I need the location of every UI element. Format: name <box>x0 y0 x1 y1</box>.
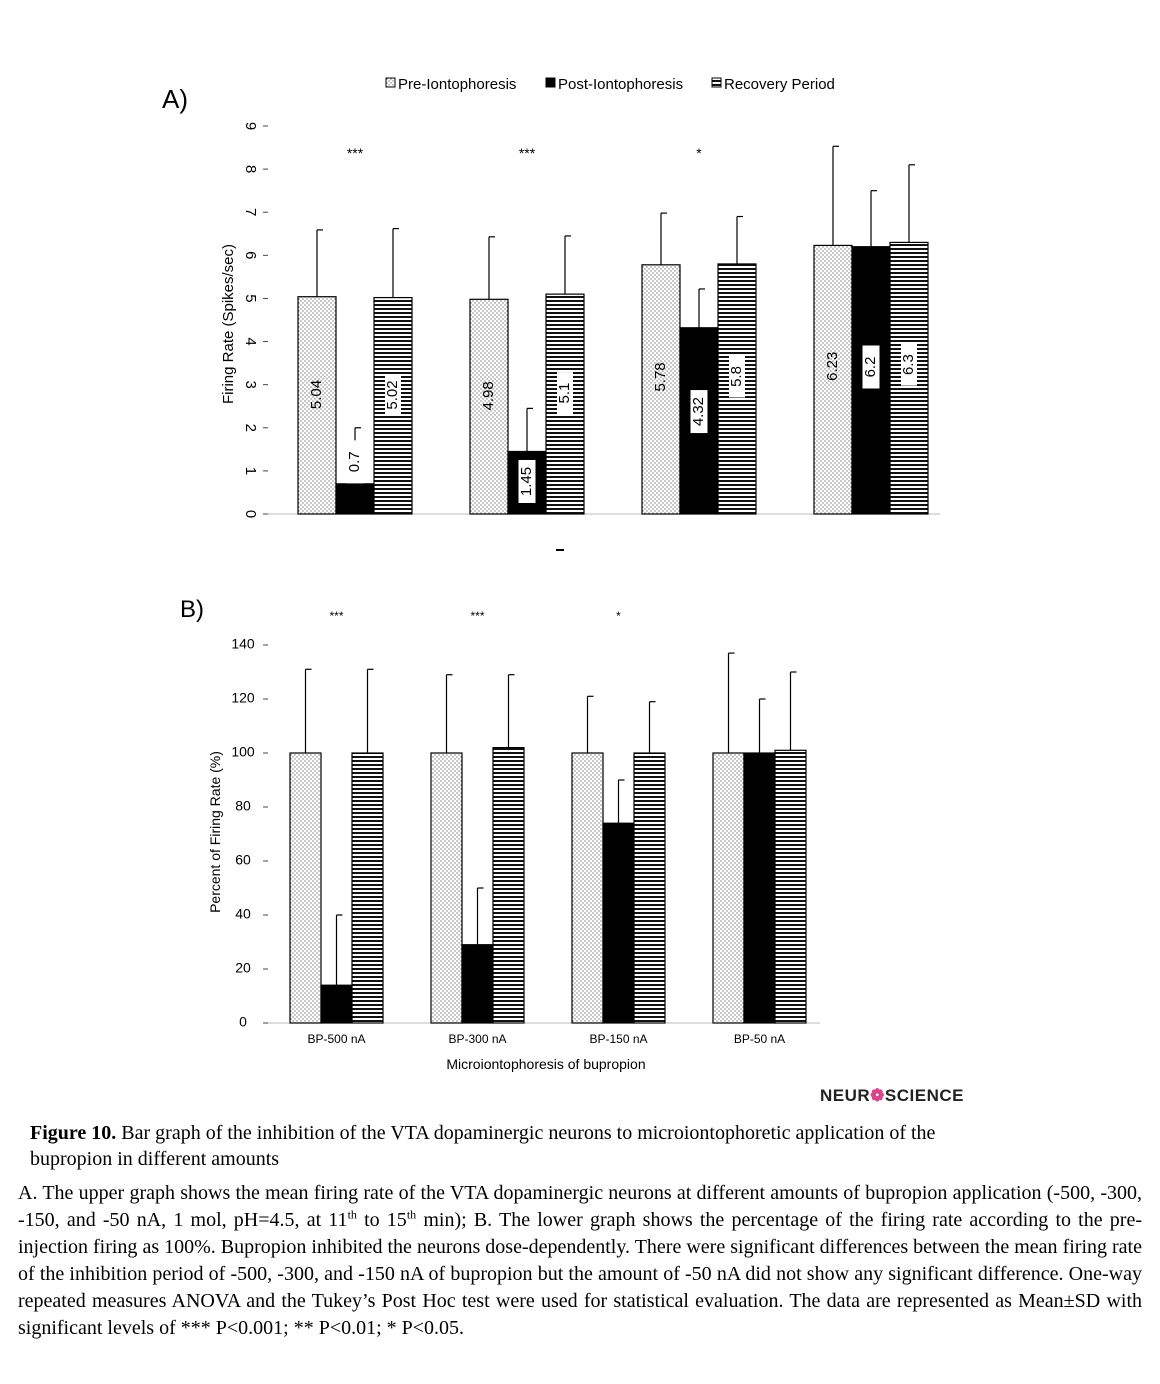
value-label-pre-group-2: 4.98 <box>479 381 497 411</box>
y-tick-label: 6 <box>242 251 260 260</box>
stray-mark <box>556 549 564 551</box>
significance-group-3: * <box>696 145 702 161</box>
value-label-pre-group-1: 5.04 <box>307 379 325 410</box>
bar-recovery-group-3 <box>634 753 665 1023</box>
value-label-recovery-group-1: 5.02 <box>383 380 401 410</box>
y-tick-label: 20 <box>235 959 251 976</box>
y-tick-label: 0 <box>242 509 260 519</box>
y-tick-label: 2 <box>242 423 260 432</box>
y-tick-label: 140 <box>231 635 255 652</box>
y-tick-label: 80 <box>235 797 251 814</box>
y-tick-label: 7 <box>242 208 260 217</box>
bar-recovery-group-1 <box>352 753 383 1023</box>
legend-swatch-post <box>546 78 555 87</box>
y-tick-label: 40 <box>235 905 251 922</box>
bar-pre-group-3 <box>572 753 603 1023</box>
panel-a-label: A) <box>162 84 188 114</box>
y-tick-label: 8 <box>242 164 260 174</box>
bar-post-group-4 <box>744 753 775 1023</box>
y-tick-label: 120 <box>231 689 255 706</box>
y-tick-label: 9 <box>242 121 260 131</box>
y-tick-label: 0 <box>239 1013 247 1030</box>
value-label-post-group-2: 1.45 <box>517 466 535 497</box>
bar-pre-group-4 <box>713 753 744 1023</box>
significance-group-1: *** <box>346 145 364 161</box>
y-axis-label: Firing Rate (Spikes/sec) <box>220 243 237 405</box>
category-label-4: BP-50 nA <box>733 1032 786 1046</box>
category-label-2: BP-300 nA <box>448 1032 507 1046</box>
y-tick-label: 5 <box>242 294 260 303</box>
value-label-post-group-3: 4.32 <box>689 396 707 427</box>
y-tick-label: 60 <box>235 851 251 868</box>
value-label-pre-group-4: 6.23 <box>823 351 841 381</box>
bar-recovery-group-2 <box>493 748 524 1023</box>
panel-b-label: B) <box>180 596 204 623</box>
legend-label-recovery: Recovery Period <box>724 76 835 93</box>
y-axis-label: Percent of Firing Rate (%) <box>207 751 223 913</box>
value-label-recovery-group-3: 5.8 <box>727 366 745 387</box>
category-label-3: BP-150 nA <box>589 1032 648 1046</box>
journal-logo: NEUR❁SCIENCE <box>820 1086 964 1105</box>
panel-b-chart <box>207 609 820 1072</box>
significance-group-2: *** <box>518 145 536 161</box>
y-tick-label: 4 <box>242 337 260 346</box>
category-label-1: BP-500 nA <box>307 1032 366 1046</box>
value-label-recovery-group-2: 5.1 <box>555 382 573 404</box>
legend-label-pre: Pre-Iontophoresis <box>398 76 517 93</box>
bar-post-group-1 <box>321 985 352 1023</box>
bar-post-group-2 <box>462 945 493 1023</box>
significance-group-3: * <box>616 609 621 623</box>
bar-pre-group-1 <box>290 753 321 1023</box>
panel-a-chart <box>220 122 940 518</box>
legend-label-post: Post-Iontophoresis <box>558 76 684 93</box>
y-tick-label: 100 <box>231 743 255 760</box>
significance-group-1: *** <box>329 609 344 623</box>
legend-swatch-recovery <box>712 78 721 87</box>
legend-swatch-pre <box>386 78 395 87</box>
bar-post-group-1 <box>336 484 374 514</box>
value-label-pre-group-3: 5.78 <box>651 362 669 392</box>
y-tick-label: 3 <box>242 380 260 389</box>
figure-description: A. The upper graph shows the mean firing rate of the VTA dopaminergic neurons at different amounts of bupropion application (-500, -300, -150, and -50 nA, 1 mol, pH=4.5, at 11th to 15th min); B. The lower graph shows the percentage of the firing rate according to the pre-injection firing as 100%. Bupropion inhibited the neurons dose-dependently. There were significant differences between the mean firing rate of the inhibition period of -500, -300, and -150 nA of bupropion but the amount of -50 nA did not show any significant difference. One-way repeated measures ANOVA and the Tukey’s Post Hoc test were used for statistical evaluation. The data are represented as Mean±SD with significant levels of *** P<0.001; ** P<0.01; * P<0.05. <box>18 1182 1142 1339</box>
bar-post-group-3 <box>603 823 634 1023</box>
value-label-post-group-4: 6.2 <box>861 356 879 378</box>
x-axis-label: Microiontophoresis of bupropion <box>446 1056 646 1072</box>
value-label-post-group-1: 0.7 <box>345 451 363 473</box>
figure-title <box>30 1120 990 1172</box>
bar-pre-group-2 <box>431 753 462 1023</box>
figure-title-text: Bar graph of the inhibition of the VTA dopaminergic neurons to microiontophoretic application of the bupropion in different amounts <box>30 1122 936 1170</box>
bar-recovery-group-4 <box>775 750 806 1023</box>
legend <box>386 76 835 93</box>
y-tick-label: 1 <box>242 466 260 476</box>
figure-label: Figure 10. <box>30 1122 117 1144</box>
value-label-recovery-group-4: 6.3 <box>899 354 917 376</box>
logo-flower-icon: ❁ <box>870 1086 885 1105</box>
significance-group-2: *** <box>470 609 485 623</box>
